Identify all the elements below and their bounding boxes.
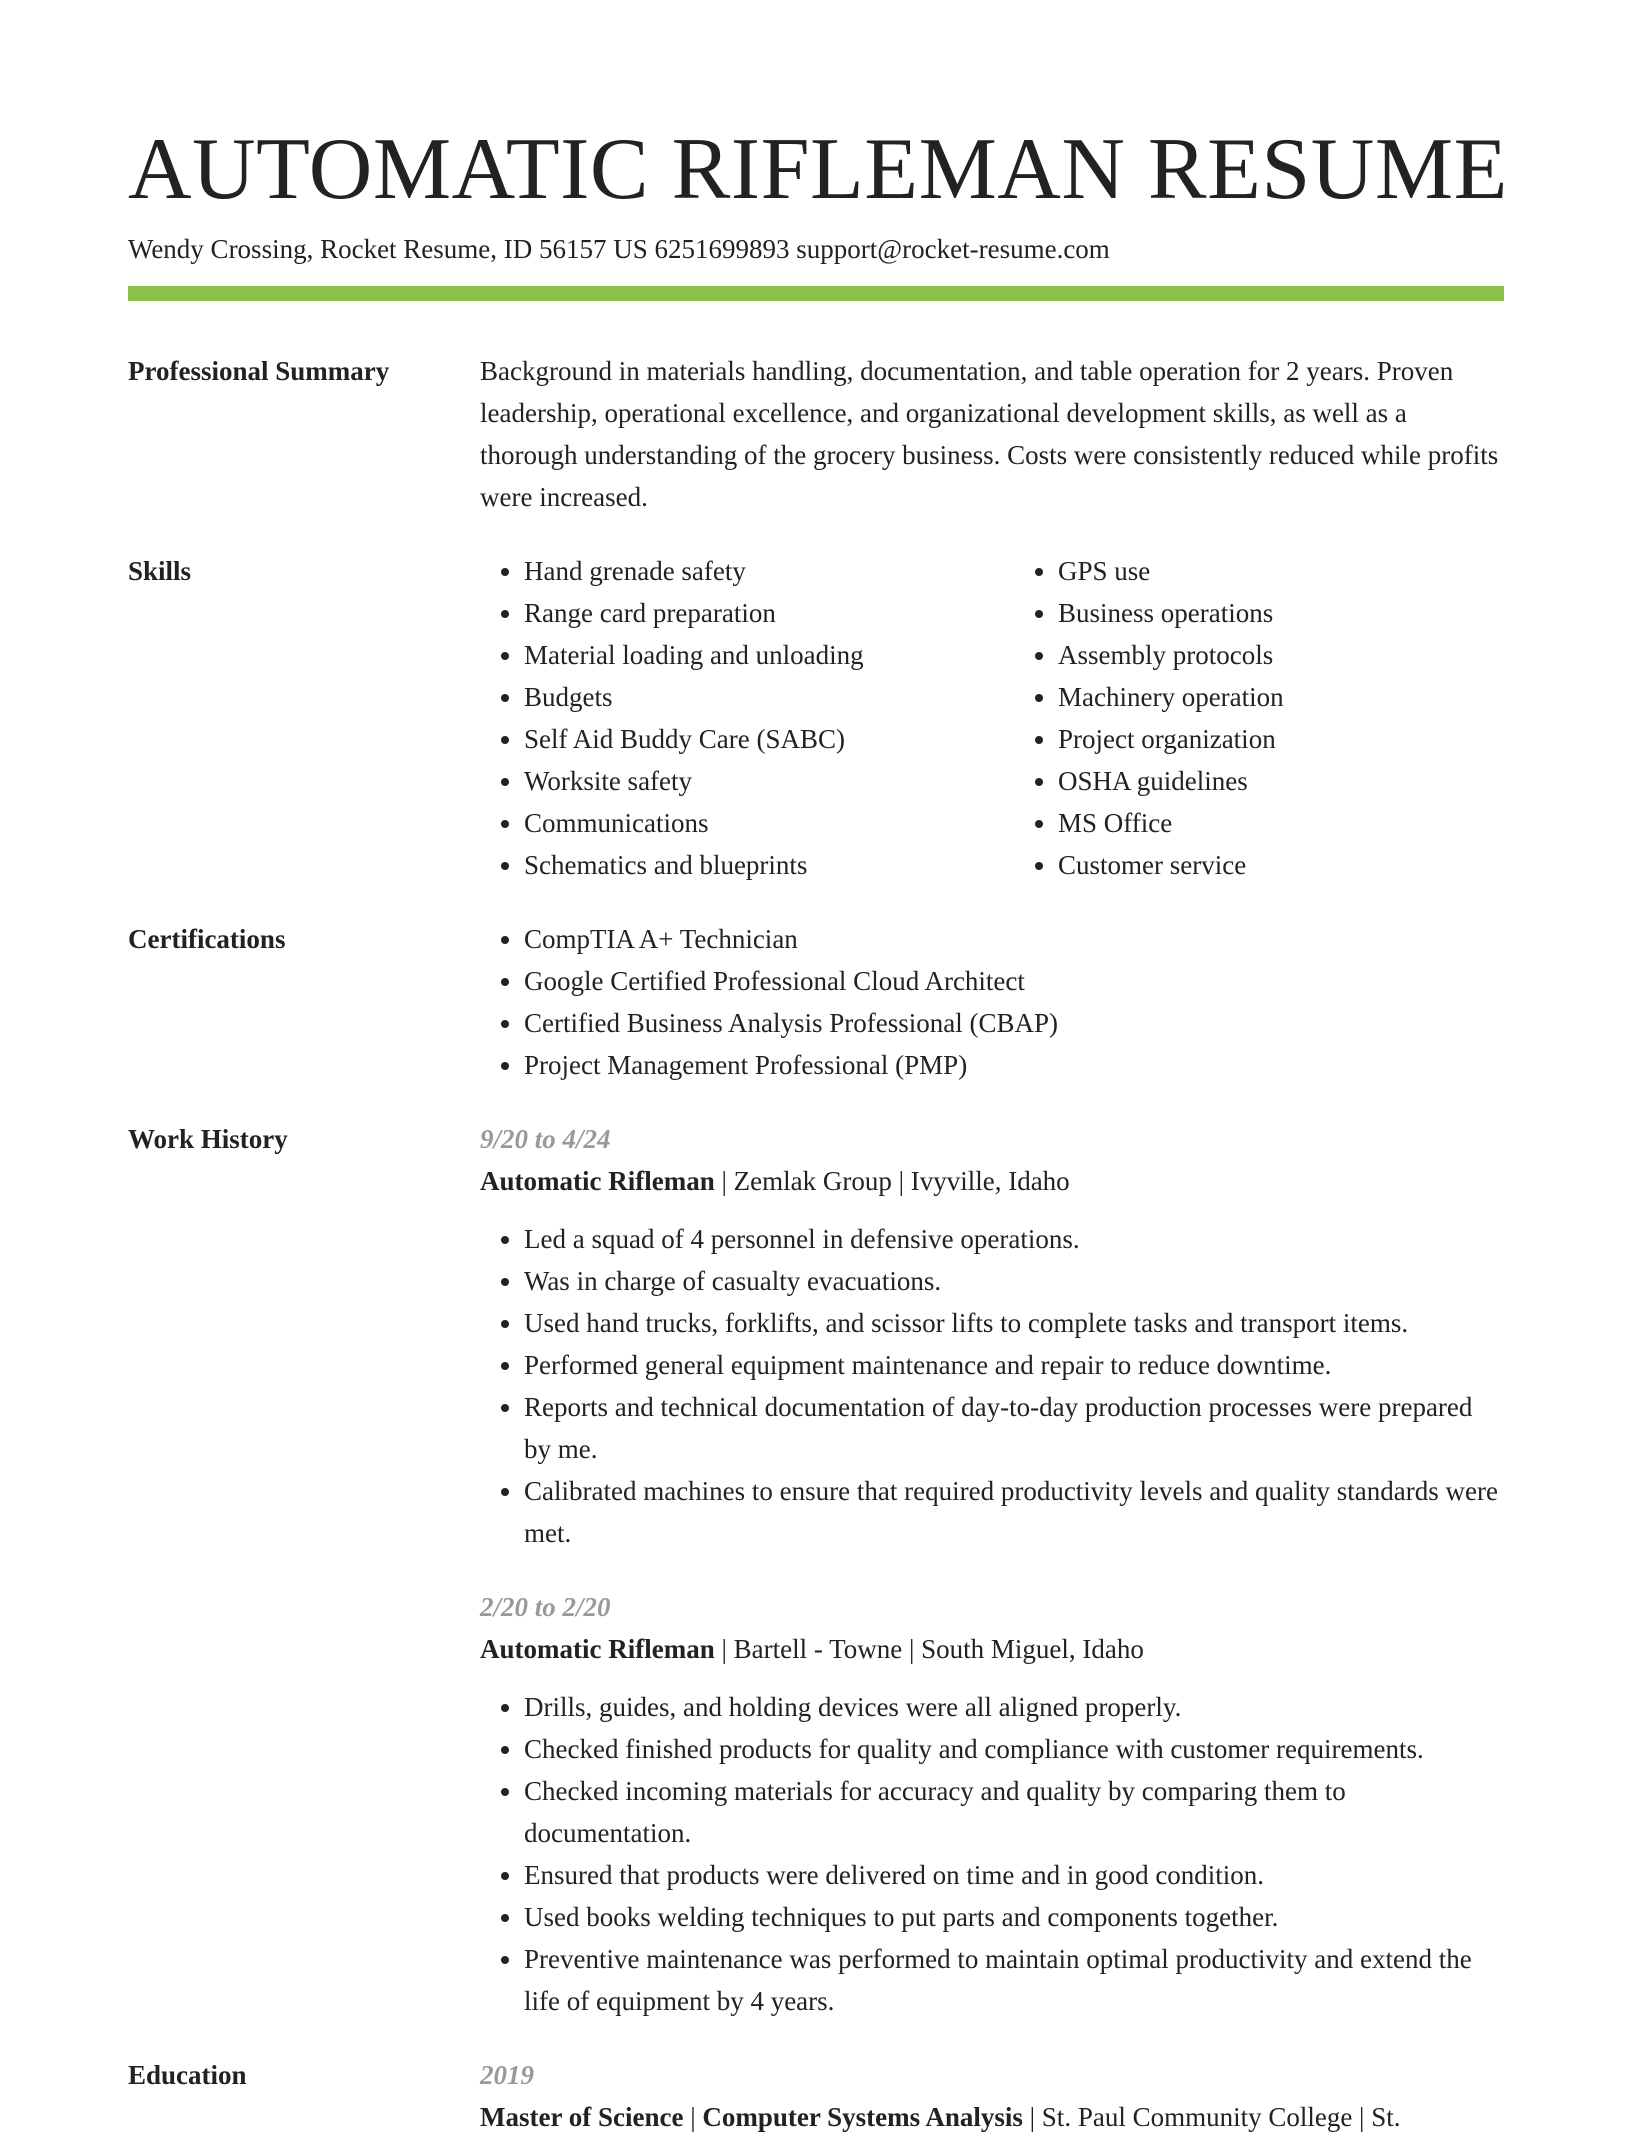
skill-item: • Self Aid Buddy Care (SABC) [524,718,970,760]
job-employer: | Bartell - Towne | South Miguel, Idaho [714,1634,1144,1664]
skill-item: • GPS use [1058,550,1504,592]
skills-columns [480,550,1504,886]
skill-item: • Worksite safety [524,760,970,802]
certification-item: • Project Management Professional (PMP) [524,1044,1504,1086]
job-bullet: • Preventive maintenance was performed to maintain optimal productivity and extend the life of equipment by 4 years. [524,1938,1504,2022]
skill-item: • OSHA guidelines [1058,760,1504,802]
job-heading [480,1628,1504,1670]
education-line [480,2096,1504,2138]
job-title: Automatic Rifleman [480,1634,715,1664]
skill-item: • Business operations [1058,592,1504,634]
skill-item: • Machinery operation [1058,676,1504,718]
job-bullet: • Checked finished products for quality and compliance with customer requirements. [524,1728,1504,1770]
certifications-list [480,918,1504,1086]
certification-item: • CompTIA A+ Technician [524,918,1504,960]
job-bullet: • Led a squad of 4 personnel in defensive operations. [524,1218,1504,1260]
work-history-label: Work History [128,1124,288,1154]
skill-item: • Assembly protocols [1058,634,1504,676]
skill-item: • Customer service [1058,844,1504,886]
skill-item: • Budgets [524,676,970,718]
job-heading [480,1160,1504,1202]
education-label: Education [128,2060,247,2090]
resume-title: AUTOMATIC RIFLEMAN RESUME [128,121,1508,218]
skill-item: • Project organization [1058,718,1504,760]
job-bullet: • Drills, guides, and holding devices were all aligned properly. [524,1686,1504,1728]
certifications-label: Certifications [128,924,286,954]
job-bullets [480,1218,1504,1554]
skills-list-left [480,550,970,886]
education-separator: | [683,2102,703,2132]
job-bullet: • Reports and technical documentation of day-to-day production processes were prepared by me. [524,1386,1504,1470]
field-of-study: Computer Systems Analysis [702,2102,1023,2132]
job-dates: 2/20 to 2/20 [480,1592,611,1622]
job-title: Automatic Rifleman [480,1166,715,1196]
summary-content [480,350,1504,518]
skill-item: • Range card preparation [524,592,970,634]
job-entry [480,1118,1504,1554]
job-bullets [480,1686,1504,2022]
school-details: | St. Paul Community College | St. [1022,2102,1401,2132]
skill-item: • Schematics and blueprints [524,844,970,886]
job-bullet: • Used hand trucks, forklifts, and scissor lifts to complete tasks and transport items. [524,1302,1504,1344]
skill-item: • Communications [524,802,970,844]
skills-label: Skills [128,556,192,586]
job-bullet: • Used books welding techniques to put parts and components together. [524,1896,1504,1938]
summary-label: Professional Summary [128,356,390,386]
job-bullet: • Checked incoming materials for accuracy and quality by comparing them to documentation. [524,1770,1504,1854]
certifications-content [480,918,1504,1086]
job-dates: 9/20 to 4/24 [480,1124,611,1154]
header-divider [128,286,1504,301]
job-bullet: • Was in charge of casualty evacuations. [524,1260,1504,1302]
degree: Master of Science [480,2102,684,2132]
skills-list-right [1014,550,1504,886]
job-bullet: • Ensured that products were delivered on time and in good condition. [524,1854,1504,1896]
skill-item: • Material loading and unloading [524,634,970,676]
skill-item: • MS Office [1058,802,1504,844]
certification-item: • Google Certified Professional Cloud Architect [524,960,1504,1002]
job-bullet: • Calibrated machines to ensure that required productivity levels and quality standards were met. [524,1470,1504,1554]
work-history-content [480,1118,1504,2022]
education-content [480,2054,1504,2138]
education-year: 2019 [480,2060,534,2090]
job-employer: | Zemlak Group | Ivyville, Idaho [714,1166,1070,1196]
contact-line: Wendy Crossing, Rocket Resume, ID 56157 US 6251699893 support@rocket-resume.com [128,234,1110,264]
job-entry [480,1586,1504,2022]
summary-text: Background in materials handling, documentation, and table operation for 2 years. Proven leadership, operational excellence, and organizational development skills, as well as a thorough understanding of the grocery business. Costs were consistently reduced while profits were increased. [480,356,1499,512]
job-bullet: • Performed general equipment maintenance and repair to reduce downtime. [524,1344,1504,1386]
skill-item: • Hand grenade safety [524,550,970,592]
certification-item: • Certified Business Analysis Professional (CBAP) [524,1002,1504,1044]
